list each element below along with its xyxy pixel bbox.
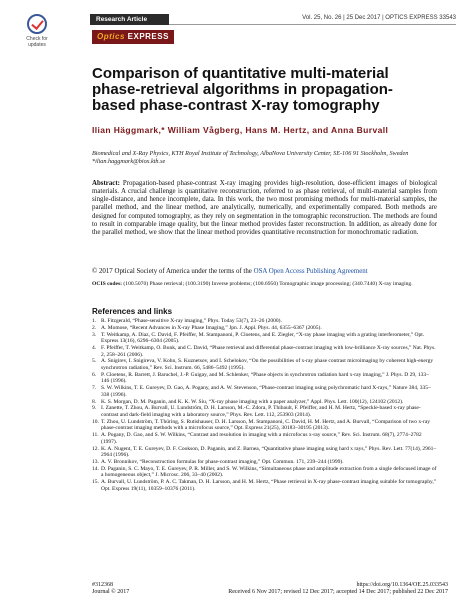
reference-item: [92, 358, 437, 371]
reference-text: A. Pogany, D. Gao, and S. W. Wilkins, “Contrast and resolution in imaging with a microfocus x-ray source,” Rev. Sci. Instrum. 68(7), 2774–2782 (1997).: [101, 432, 422, 445]
reference-number: 8.: [92, 398, 97, 405]
reference-text: A. V. Bronnikov, “Reconstruction formulas for phase-contrast imaging,” Opt. Commun. 171, 239–244 (1999).: [101, 459, 344, 466]
abstract: [92, 180, 437, 237]
reference-text: D. Paganin, S. C. Mayo, T. E. Gureyev, P. R. Miller, and S. W. Wilkins, “Simultaneous phase and amplitude extraction from a single defocused image of a homogeneous object,” J. Microsc. 206, 33–40 (2002).: [101, 465, 437, 479]
reference-list: [92, 318, 437, 493]
license-link[interactable]: OSA Open Access Publishing Agreement: [253, 268, 368, 275]
reference-number: 15.: [92, 479, 99, 486]
check-for-updates-badge[interactable]: [18, 14, 56, 54]
reference-number: 5.: [92, 358, 97, 365]
reference-number: 14.: [92, 465, 99, 472]
article-id: #312368: [92, 582, 113, 588]
reference-text: P. Cloetens, R. Barrett, J. Baruchel, J.-P. Guigay, and M. Schlenker, “Phase objects in synchrotron radiation hard x-ray imaging,” J. Phys. D 29, 133–146 (1996).: [101, 371, 429, 385]
footer-left: [92, 582, 129, 596]
reference-text: K. A. Nugent, T. E. Gureyev, D. F. Cookson, D. Paganin, and Z. Barnea, “Quantitative phase imaging using hard x rays,” Phys. Rev. Lett. 77(14), 2961–2964 (1996).: [101, 445, 437, 459]
reference-number: 1.: [92, 318, 97, 324]
volume-info: Vol. 25, No. 26 | 25 Dec 2017 | OPTICS EXPRESS 33543: [302, 15, 456, 21]
reference-item: [92, 419, 437, 432]
reference-item: [92, 466, 437, 479]
doi-link[interactable]: https://doi.org/10.1364/OE.25.033543: [356, 582, 448, 588]
reference-number: 13.: [92, 459, 99, 466]
header-bar: [90, 14, 456, 25]
journal-copyright: Journal © 2017: [92, 589, 130, 595]
reference-text: T. Zhou, U. Lundström, T. Thüring, S. Rutishauser, D. H. Larsson, M. Stampanoni, C. David, H. M. Hertz, and A. Burvall, “Comparison of two x-ray phase-contrast imaging methods with a microfocus source,” Opt. Express 21(25), 30183–30195 (2013).: [101, 418, 431, 432]
reference-number: 11.: [92, 432, 99, 439]
copyright-text: © 2017 Optical Society of America under the terms of the: [92, 268, 252, 275]
references-heading: References and links: [92, 307, 173, 316]
reference-number: 2.: [92, 324, 97, 331]
abstract-label: Abstract:: [92, 180, 120, 187]
reference-item: [92, 345, 437, 358]
paper-title: Comparison of quantitative multi-material phase-retrieval algorithms in propagation-based phase-contrast X-ray tomography: [92, 65, 393, 114]
publication-dates: Received 6 Nov 2017; revised 12 Dec 2017; accepted 14 Dec 2017; published 22 Dec 2017: [228, 589, 448, 595]
section-label: Research Article: [90, 14, 169, 25]
reference-number: 12.: [92, 445, 99, 452]
check-icon: [27, 14, 47, 34]
reference-number: 3.: [92, 331, 97, 338]
journal-logo: [92, 30, 174, 44]
author-list: Ilian Häggmark,* William Vågberg, Hans M. Hertz, and Anna Burvall: [92, 125, 389, 135]
reference-number: 6.: [92, 371, 97, 378]
journal-logo-express: EXPRESS: [127, 32, 169, 41]
journal-logo-optics: Optics: [97, 32, 125, 41]
reference-text: R. Fitzgerald, “Phase-sensitive X-ray imaging,” Phys. Today 53(7), 23–26 (2000).: [101, 318, 282, 324]
corresponding-email[interactable]: *ilian.haggmark@biox.kth.se: [92, 157, 166, 165]
reference-text: A. Momose, “Recent Advances in X-ray Phase Imaging,” Jpn. J. Appl. Phys. 44, 6355–6367 (2005).: [101, 324, 322, 331]
reference-number: 9.: [92, 405, 97, 412]
reference-number: 7.: [92, 385, 97, 392]
ocis-codes: [92, 281, 437, 288]
reference-number: 10.: [92, 418, 99, 425]
reference-item: [92, 405, 437, 418]
reference-text: T. Weitkamp, A. Diaz, C. David, F. Pfeiffer, M. Stampanoni, P. Cloetens, and E. Ziegler, “X-ray phase imaging with a grating interferometer,” Opt. Express 13(16), 6296–6304 (2005).: [101, 331, 425, 345]
reference-text: F. Pfeiffer, T. Weitkamp, O. Bunk, and C. David, “Phase retrieval and differential phase-contrast imaging with low-brilliance X-ray sources,” Nat. Phys. 2, 258–261 (2006).: [101, 345, 436, 358]
reference-item: [92, 325, 437, 332]
reference-item: [92, 318, 437, 325]
reference-item: [92, 372, 437, 385]
reference-item: [92, 432, 437, 445]
reference-text: A. Snigirev, I. Snigireva, V. Kohn, S. Kuznetsov, and I. Schelokov, “On the possibilities of x-ray phase contrast microimaging by coherent high-energy synchrotron radiation,” Rev. Sci. Instrum. 66, 5486–5492 (1995).: [101, 358, 434, 372]
affiliation-text: Biomedical and X-Ray Physics, KTH Royal Institute of Technology, AlbaNova University Center, SE-106 91 Stockholm, Sweden: [92, 150, 409, 157]
reference-text: A. Burvall, U. Lundström, P. A. C. Takman, D. H. Larsson, and H. M. Hertz, “Phase retrieval in X-ray phase-contrast imaging suitable for tomography,” Opt. Express 19(11), 10359–10376 (2011).: [101, 479, 437, 492]
ocis-text: (100.5070) Phase retrieval; (100.3190) Inverse problems; (100.6950) Tomographic image processing; (340.7440) X-ray imaging.: [123, 281, 413, 287]
reference-item: [92, 332, 437, 345]
reference-number: 4.: [92, 345, 97, 352]
reference-text: I. Zanette, T. Zhou, A. Burvall, U. Lundström, D. H. Larsson, M.-C. Zdora, P. Thibault, F. Pfeiffer, and H. M. Hertz, “Speckle-based x-ray phase-contrast and dark-field imaging with a laboratory source,” Phys. Rev. Lett. 112, 253903 (2014).: [101, 405, 421, 419]
footer-right: [228, 582, 448, 596]
check-for-updates-label: Check for updates: [26, 36, 48, 48]
affiliation: [92, 150, 432, 165]
reference-item: [92, 385, 437, 398]
reference-item: [92, 459, 437, 466]
reference-item: [92, 446, 437, 459]
ocis-label: OCIS codes:: [92, 281, 122, 287]
reference-text: K. S. Morgan, D. M. Paganin, and K. K. W. Siu, “X-ray phase imaging with a paper analyzer,” Appl. Phys. Lett. 100(12), 124102 (2012).: [101, 398, 404, 405]
copyright-notice: [92, 268, 437, 276]
reference-text: S. W. Wilkins, T. E. Gureyev, D. Gao, A. Pogany, and A. W. Stevenson, “Phase-contrast imaging using polychromatic hard X-rays,” Nature 384, 335–338 (1996).: [101, 385, 431, 398]
reference-item: [92, 479, 437, 492]
abstract-text: Propagation-based phase-contrast X-ray imaging provides high-resolution, dose-efficient images of biological materials. A crucial challenge is quantitative reconstruction, referred to as phase retrieval, of multi-material samples from single-distance, and hence incomplete, data. In this work, the two most promising methods for multi-material samples, the parallel method, and the linear method, are analytically, numerically, and experimentally compared. Both methods are designed for computed tomography, as they rely on segmentation in the tomographic reconstruction. The methods are found to result in comparable image quality, but the linear method provides faster reconstruction. In addition, as already done for the parallel method, we show that the linear method provides quantitative reconstruction for monochromatic radiation.: [92, 180, 437, 236]
